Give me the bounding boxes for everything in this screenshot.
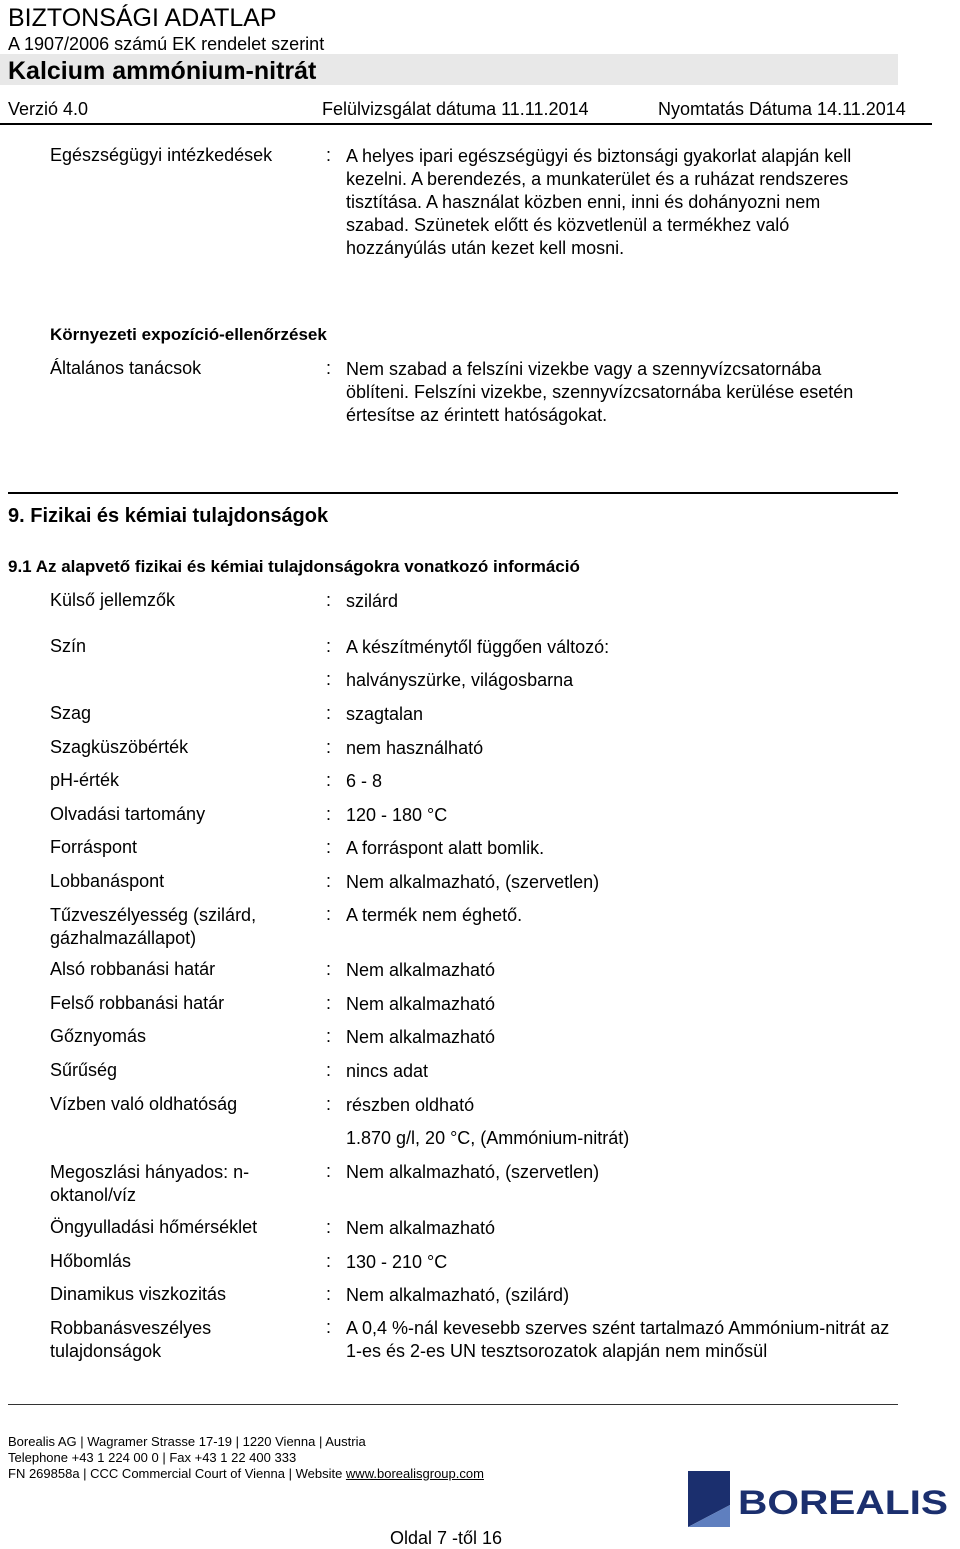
prop-value: A termék nem éghető. xyxy=(346,905,523,925)
prop-value: halványszürke, világosbarna xyxy=(346,670,574,690)
prop-label: Szag xyxy=(50,703,92,723)
colon: : xyxy=(326,1094,332,1114)
prop-label: Szagküszöbérték xyxy=(50,737,189,757)
prop-value: szilárd xyxy=(346,591,399,611)
regulation-line: A 1907/2006 számú EK rendelet szerint xyxy=(8,34,325,54)
prop-value: Nem alkalmazható xyxy=(346,1027,496,1047)
prop-label: Vízben való oldhatóság xyxy=(50,1094,238,1114)
prop-label: Olvadási tartomány xyxy=(50,804,206,824)
colon: : xyxy=(326,703,332,723)
prop-label: Szín xyxy=(50,636,87,656)
footer-registry-text: FN 269858a | CCC Commercial Court of Vienna | Website xyxy=(8,1466,346,1481)
colon: : xyxy=(326,804,332,824)
prop-value: Nem alkalmazható xyxy=(346,960,496,980)
prop-value: 130 - 210 °C xyxy=(346,1252,448,1272)
colon: : xyxy=(326,959,332,979)
colon: : xyxy=(326,358,332,378)
borealis-logo xyxy=(688,1471,952,1527)
page-number: Oldal 7 -től 16 xyxy=(390,1528,503,1548)
colon: : xyxy=(326,837,332,857)
env-text: Nem szabad a felszíni vizekbe vagy a szennyvízcsatornába öblíteni. Felszíni vizekbe, szennyvízcsatornába kerülése esetén értesítse az érintett hatóságokat. xyxy=(346,359,854,425)
prop-value: A 0,4 %-nál kevesebb szerves szént tartalmazó Ammónium-nitrát az 1-es és 2-es UN tesztsorozatok alapján nem minősül xyxy=(346,1318,890,1361)
prop-label: Alsó robbanási határ xyxy=(50,959,216,979)
document-title: BIZTONSÁGI ADATLAP xyxy=(8,4,277,32)
prop-value: Nem alkalmazható, (szervetlen) xyxy=(346,1162,600,1182)
prop-label: Megoszlási hányados: n-oktanol/víz xyxy=(50,1162,250,1205)
prop-value: Nem alkalmazható, (szervetlen) xyxy=(346,872,600,892)
revision-date: Felülvizsgálat dátuma 11.11.2014 xyxy=(322,99,589,119)
colon: : xyxy=(326,871,332,891)
colon: : xyxy=(326,1026,332,1046)
colon: : xyxy=(326,904,332,924)
header-divider xyxy=(0,123,932,125)
prop-value: Nem alkalmazható xyxy=(346,994,496,1014)
colon: : xyxy=(326,145,332,165)
prop-label: Sűrűség xyxy=(50,1060,118,1080)
prop-label: Robbanásveszélyes tulajdonságok xyxy=(50,1318,212,1361)
product-name: Kalcium ammónium-nitrát xyxy=(8,57,317,85)
hygiene-label: Egészségügyi intézkedések xyxy=(50,145,273,165)
prop-label: Forráspont xyxy=(50,837,138,857)
colon: : xyxy=(326,590,332,610)
prop-label: Dinamikus viszkozitás xyxy=(50,1284,227,1304)
prop-label: Felső robbanási határ xyxy=(50,993,225,1013)
prop-value: Nem alkalmazható, (szilárd) xyxy=(346,1285,570,1305)
logo-text: BOREALIS xyxy=(738,1484,948,1522)
hygiene-text: A helyes ipari egészségügyi és biztonsági gyakorlat alapján kell kezelni. A berendezés, a munkaterület és a ruházat rendszeres tisztítása. A használat közben enni, inni és dohányozni nem szabad. Szünetek előtt és közvetlenül a termékhez való hozzányúlás után kezet kell mosni. xyxy=(346,146,852,258)
website-link[interactable]: www.borealisgroup.com xyxy=(345,1466,484,1481)
colon: : xyxy=(326,1284,332,1304)
print-date: Nyomtatás Dátuma 14.11.2014 xyxy=(658,99,906,119)
prop-label: Gőznyomás xyxy=(50,1026,147,1046)
prop-value: nem használható xyxy=(346,738,484,758)
colon: : xyxy=(326,993,332,1013)
prop-value: 120 - 180 °C xyxy=(346,805,448,825)
env-heading: Környezeti expozíció-ellenőrzések xyxy=(50,325,327,344)
colon: : xyxy=(326,737,332,757)
prop-value: Nem alkalmazható xyxy=(346,1218,496,1238)
prop-value: szagtalan xyxy=(346,704,424,724)
colon: : xyxy=(326,1217,332,1237)
colon: : xyxy=(326,669,332,689)
prop-value: nincs adat xyxy=(346,1061,429,1081)
section9-subtitle: 9.1 Az alapvető fizikai és kémiai tulajdonságokra vonatkozó információ xyxy=(8,557,580,576)
colon: : xyxy=(326,1251,332,1271)
footer-phone: Telephone +43 1 224 00 0 | Fax +43 1 22 400 333 xyxy=(8,1450,297,1465)
prop-label: Lobbanáspont xyxy=(50,871,165,891)
prop-value: 6 - 8 xyxy=(346,771,383,791)
colon: : xyxy=(326,770,332,790)
colon: : xyxy=(326,636,332,656)
colon: : xyxy=(326,1317,332,1337)
prop-label: Külső jellemzők xyxy=(50,590,176,610)
colon: : xyxy=(326,1161,332,1181)
prop-label: Tűzveszélyesség (szilárd, gázhalmazállapot) xyxy=(50,905,257,948)
footer-divider xyxy=(8,1404,898,1405)
prop-value: 1.870 g/l, 20 °C, (Ammónium-nitrát) xyxy=(346,1128,630,1148)
footer-company-info xyxy=(8,1434,484,1482)
footer-registry xyxy=(8,1466,484,1482)
prop-label: Hőbomlás xyxy=(50,1251,132,1271)
colon: : xyxy=(326,1060,332,1080)
version: Verzió 4.0 xyxy=(8,99,89,119)
prop-value: részben oldható xyxy=(346,1095,475,1115)
prop-label: pH-érték xyxy=(50,770,120,790)
prop-value: A forráspont alatt bomlik. xyxy=(346,838,545,858)
prop-label: Öngyulladási hőmérséklet xyxy=(50,1217,258,1237)
env-label: Általános tanácsok xyxy=(50,358,202,378)
prop-value: A készítménytől függően változó: xyxy=(346,637,610,657)
section-divider xyxy=(8,492,898,494)
footer-address: Borealis AG | Wagramer Strasse 17-19 | 1220 Vienna | Austria xyxy=(8,1434,366,1449)
section9-title: 9. Fizikai és kémiai tulajdonságok xyxy=(8,505,329,527)
